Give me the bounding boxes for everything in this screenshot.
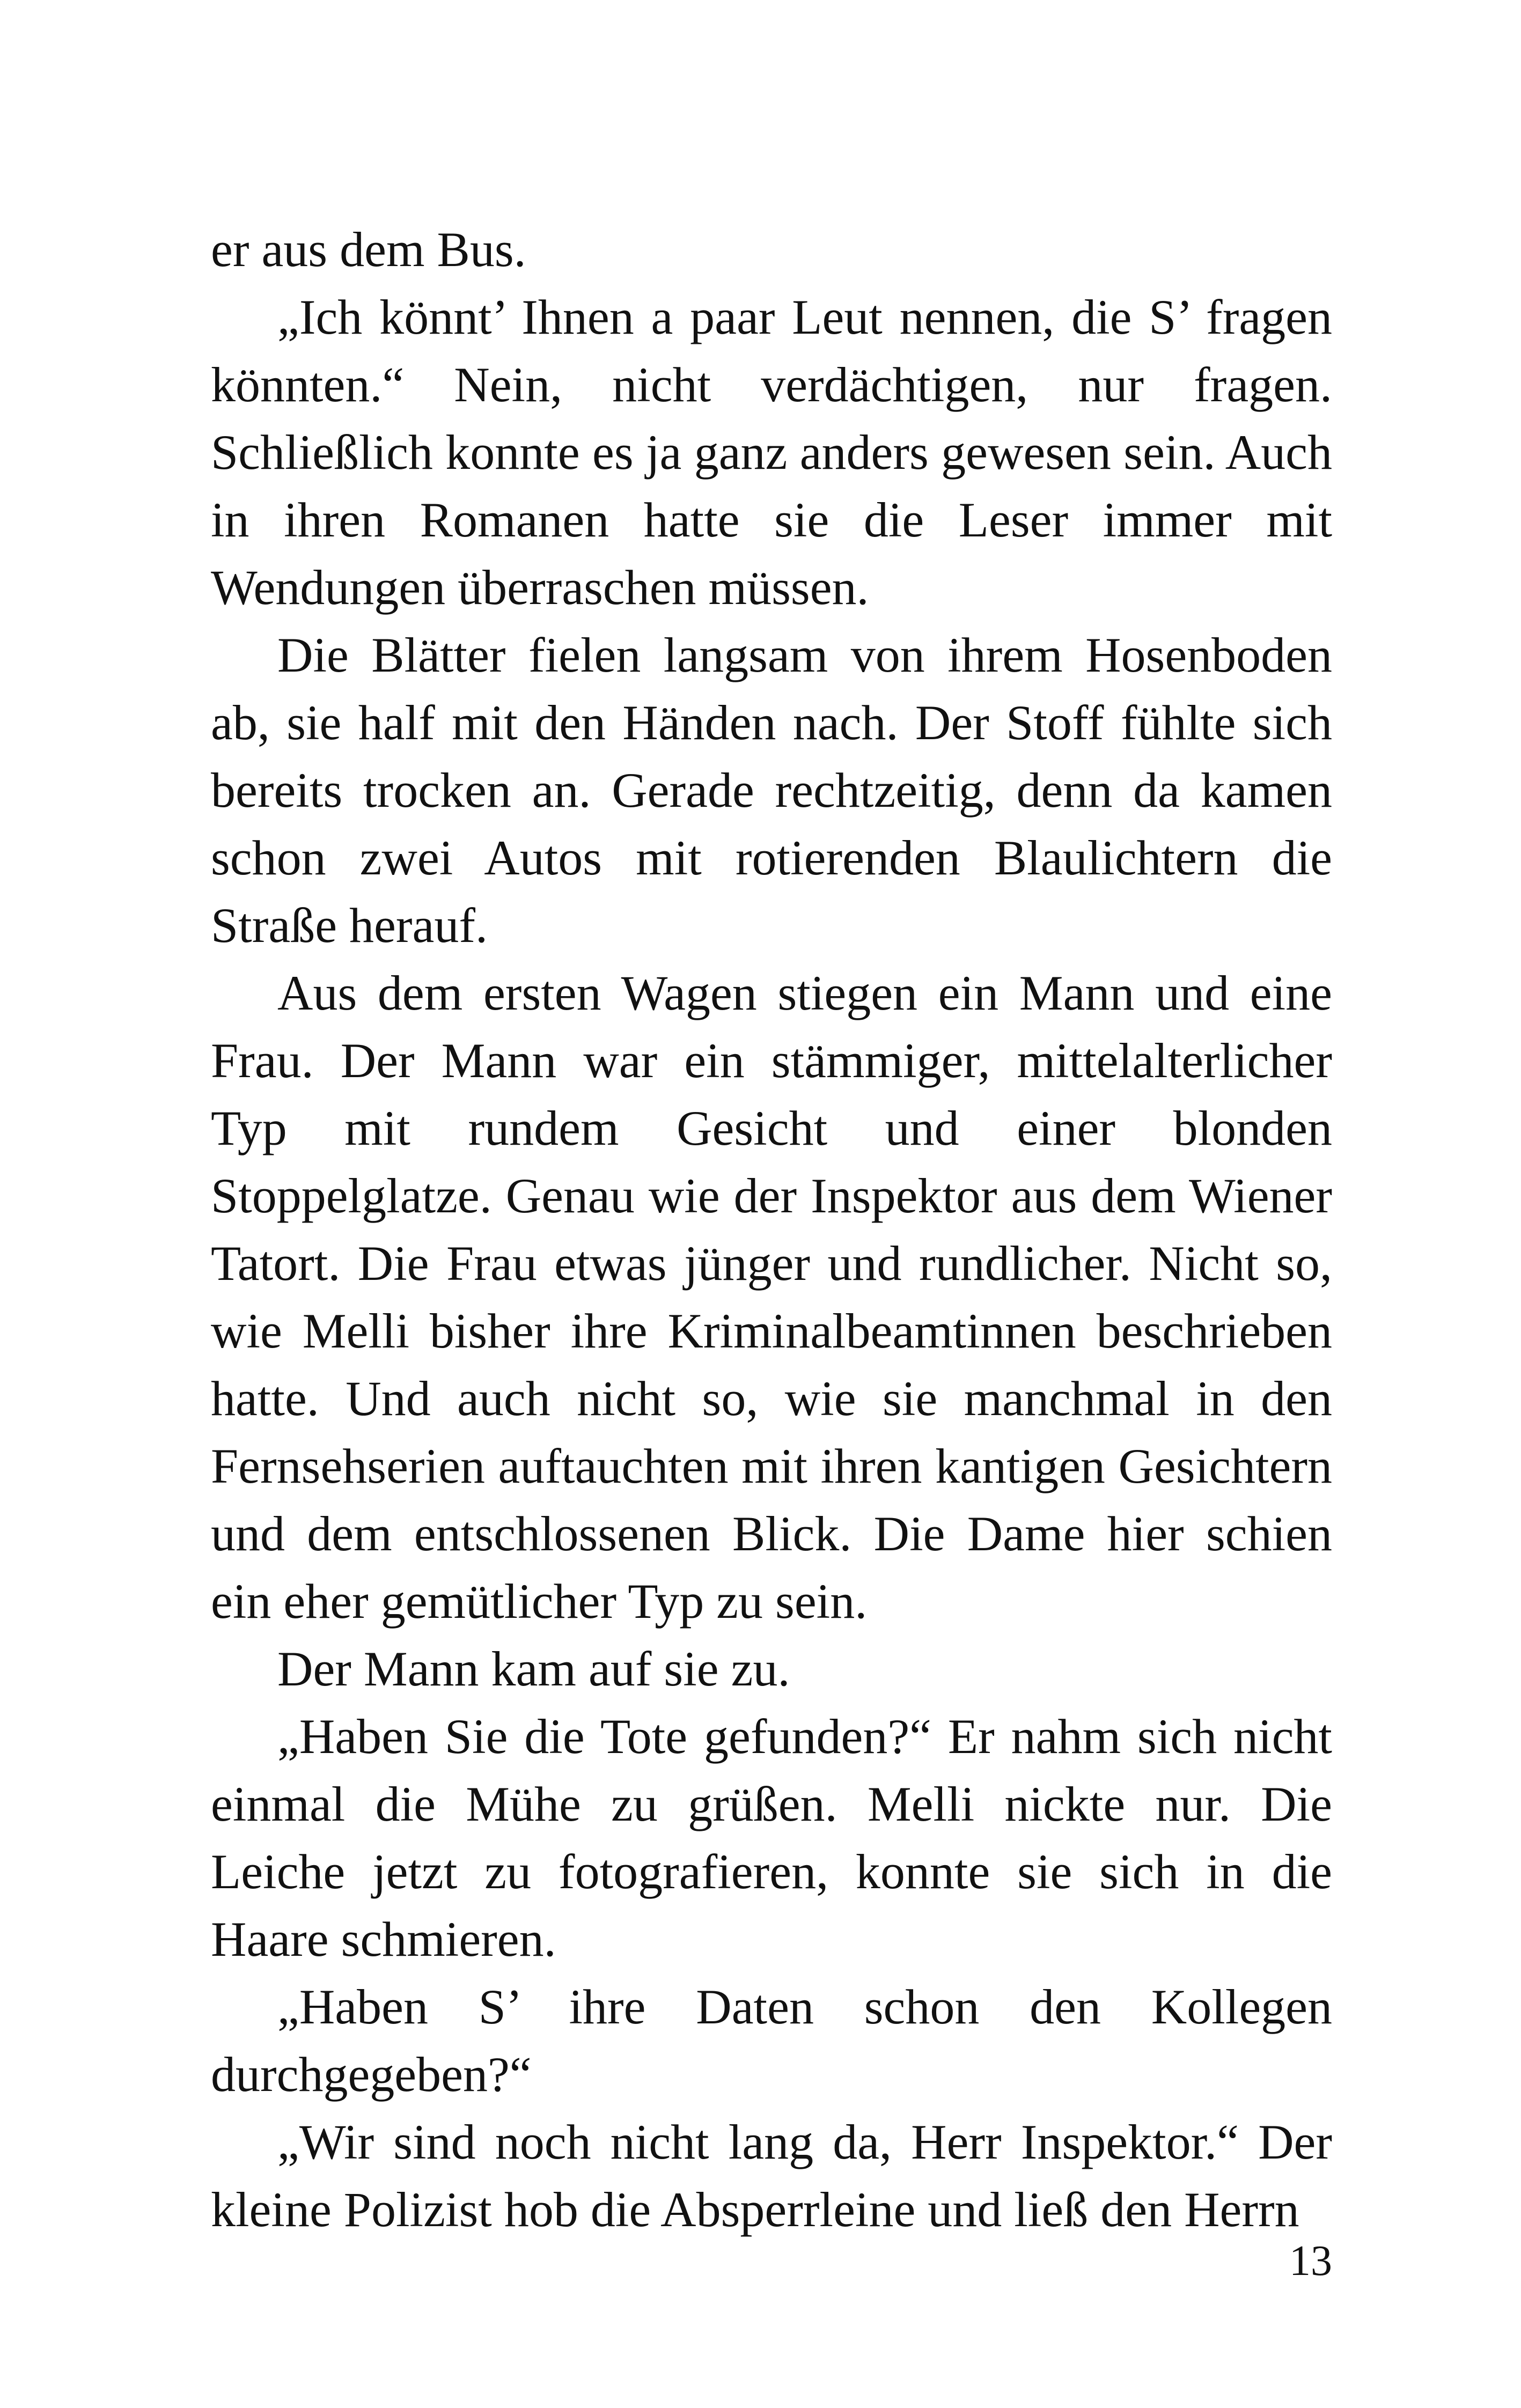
paragraph-3: Die Blätter fielen langsam von ihrem Hosenboden ab, sie half mit den Händen nach. Der Stoff fühlte sich bereits trocken an. Gerade rechtzeitig, denn da kamen schon zwei Autos mit rotierenden Blaulichtern die Straße herauf. — [211, 628, 1332, 953]
paragraph-2: „Ich könnt’ Ihnen a paar Leut nennen, die S’ fragen könnten.“ Nein, nicht verdächtigen, nur fragen. Schließlich konnte es ja ganz anders gewesen sein. Auch in ihren Romanen hatte sie die Leser immer mit Wendungen überraschen müssen. — [211, 290, 1332, 615]
paragraph-6: „Haben Sie die Tote gefunden?“ Er nahm sich nicht einmal die Mühe zu grüßen. Melli nickte nur. Die Leiche jetzt zu fotografieren, konnte sie sich in die Haare schmieren. — [211, 1709, 1332, 1967]
paragraph-8: „Wir sind noch nicht lang da, Herr Inspektor.“ Der kleine Polizist hob die Absperrleine und ließ den Herrn — [211, 2115, 1332, 2237]
body-text — [211, 216, 1332, 2243]
paragraph-7: „Haben S’ ihre Daten schon den Kollegen durchgegeben?“ — [211, 1979, 1332, 2102]
paragraph-5: Der Mann kam auf sie zu. — [277, 1641, 790, 1696]
page-number: 13 — [1289, 2237, 1332, 2285]
paragraph-4: Aus dem ersten Wagen stiegen ein Mann und eine Frau. Der Mann war ein stämmiger, mittelalterlicher Typ mit rundem Gesicht und einer blonden Stoppelglatze. Genau wie der Inspektor aus dem Wiener Tatort. Die Frau etwas jünger und rundlicher. Nicht so, wie Melli bisher ihre Kriminalbeamtinnen beschrieben hatte. Und auch nicht so, wie sie manchmal in den Fernsehserien auftauchten mit ihren kantigen Gesichtern und dem entschlossenen Blick. Die Dame hier schien ein eher gemütlicher Typ zu sein. — [211, 966, 1332, 1629]
paragraph-1: er aus dem Bus. — [211, 222, 526, 277]
